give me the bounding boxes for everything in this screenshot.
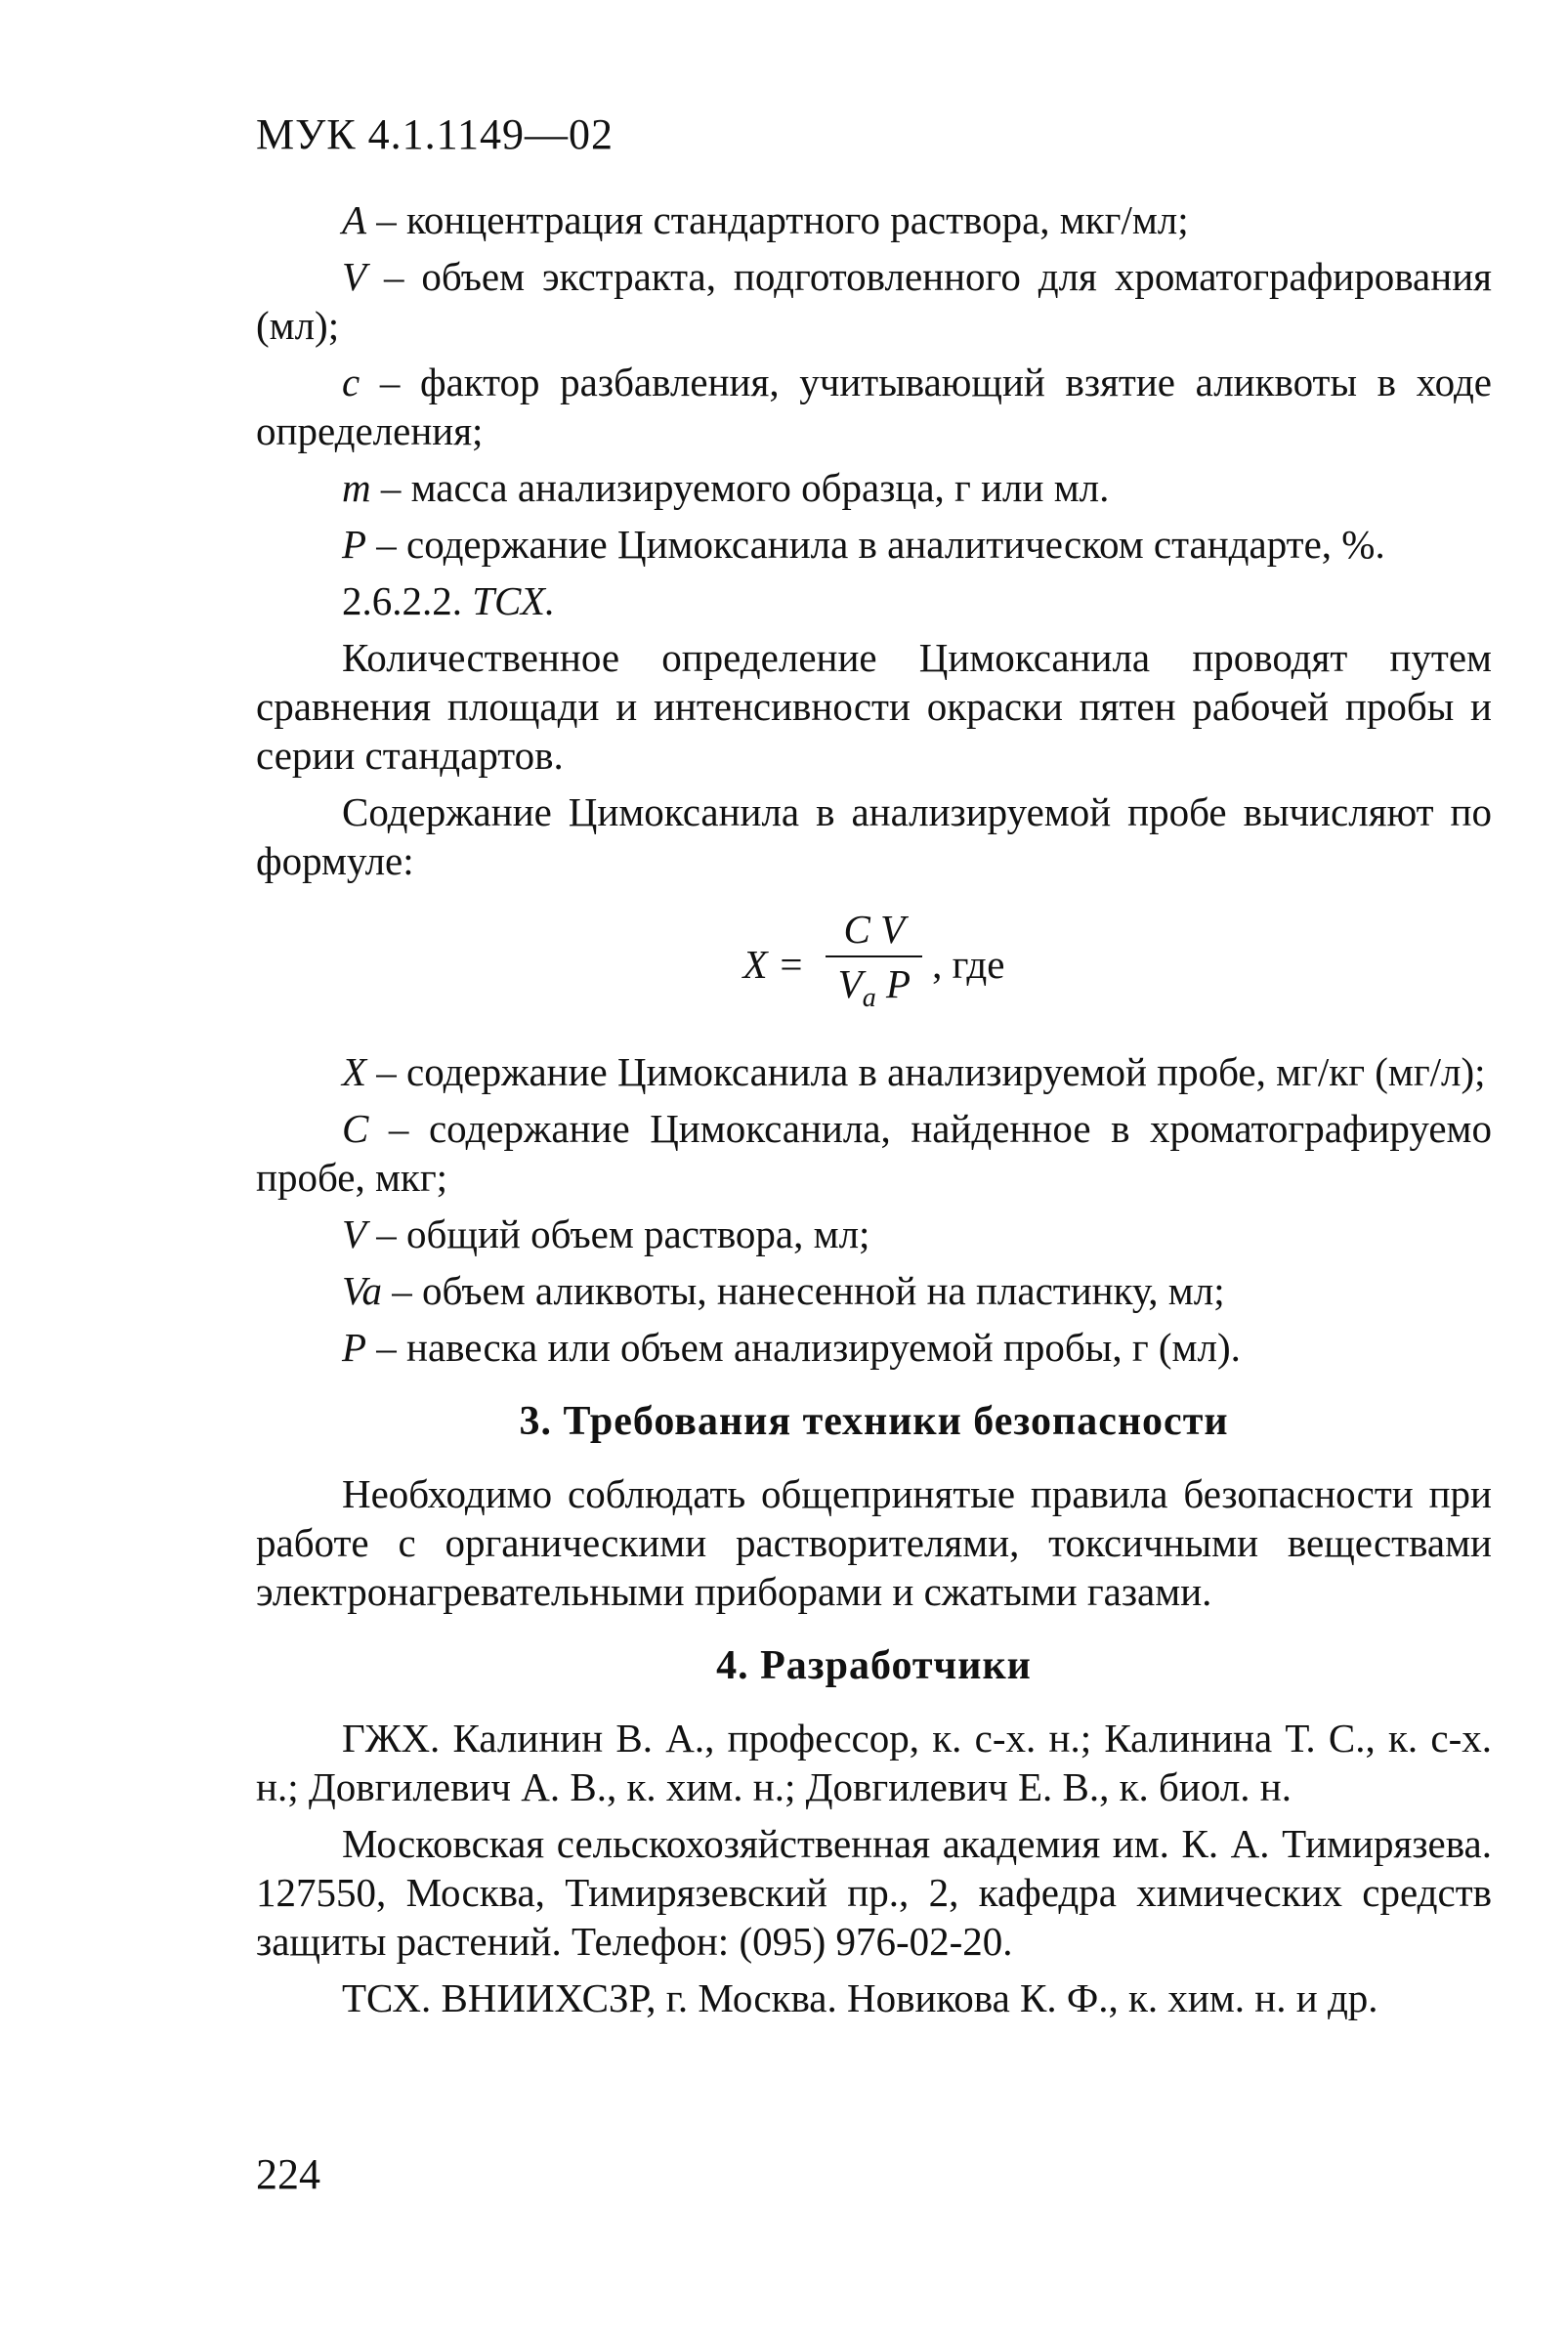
denominator-subscript: a: [862, 983, 876, 1014]
paragraph-safety: Необходимо соблюдать общепринятые правила безопасности при работе с органическими растворителями, токсичными веществами электронагревательными приборами и сжатыми газами.: [256, 1471, 1492, 1614]
definition-line: [256, 195, 1492, 244]
paragraph-developers-gc: ГЖХ. Калинин В. А., профессор, к. с-х. н.; Калинина Т. С., к. с-х. н.; Довгилевич А. В., к. хим. н.; Довгилевич Е. В., к. биол. н.: [256, 1716, 1492, 1809]
definition-line: [256, 358, 1492, 455]
definition-text: – навеска или объем анализируемой пробы, г (мл).: [366, 1325, 1241, 1370]
symbol: V: [342, 1211, 367, 1256]
definition-text: – содержание Цимоксанила в анализируемой пробе, мг/кг (мг/л);: [366, 1049, 1486, 1094]
formula-numerator: C V: [826, 905, 922, 957]
paragraph-method: Количественное определение Цимоксанила проводят путем сравнения площади и интенсивности окраски пятен рабочей пробы и серии стандартов.: [256, 635, 1492, 778]
subsection-name: ТСХ.: [472, 578, 556, 623]
symbol: c: [342, 360, 360, 404]
definition-line: [256, 1266, 1492, 1315]
variable-definitions-gc: [256, 195, 1492, 569]
paragraph-developers-tlc: ТСХ. ВНИИХСЗР, г. Москва. Новикова К. Ф., к. хим. н. и др.: [342, 1975, 1378, 2020]
definition-line: [256, 1323, 1492, 1372]
symbol: P: [342, 522, 367, 567]
variable-definitions-tlc: [256, 1047, 1492, 1372]
symbol: X: [342, 1049, 367, 1094]
symbol: V: [342, 254, 367, 299]
paragraph-formula-intro: Содержание Цимоксанила в анализируемой пробе вычисляют по формуле:: [256, 789, 1492, 883]
definition-text: – масса анализируемого образца, г или мл.: [370, 465, 1110, 510]
subsection-number: 2.6.2.2.: [342, 578, 473, 623]
formula: [256, 907, 1492, 1018]
formula-denominator: [838, 957, 911, 1023]
formula-fraction: [826, 905, 922, 1023]
definition-text: – содержание Цимоксанила в аналитическом стандарте, %.: [366, 522, 1385, 567]
definition-line: [256, 463, 1492, 512]
definition-text: – объем аликвоты, нанесенной на пластинку, мл;: [382, 1268, 1225, 1313]
formula-suffix: , где: [932, 942, 1005, 987]
document-code-header: МУК 4.1.1149—02: [256, 110, 614, 158]
definition-line: [256, 1047, 1492, 1096]
symbol: A: [342, 197, 367, 242]
symbol: P: [342, 1325, 367, 1370]
subsection-title: [256, 576, 1492, 625]
page-number: 224: [256, 2150, 320, 2198]
definition-line: [256, 1104, 1492, 1202]
definition-text: – концентрация стандартного раствора, мкг/мл;: [366, 197, 1189, 242]
section-heading-safety: 3. Требования техники безопасности: [519, 1399, 1229, 1444]
definition-line: [256, 520, 1492, 569]
definition-text: – общий объем раствора, мл;: [366, 1211, 870, 1256]
denominator-symbol: V: [837, 961, 863, 1007]
document-body: [256, 195, 1492, 2030]
symbol: m: [342, 465, 371, 510]
definition-text: – объем экстракта, подготовленного для хроматографирования (мл);: [256, 254, 1492, 348]
definition-text: – фактор разбавления, учитывающий взятие аликвоты в ходе определения;: [256, 360, 1492, 453]
symbol: C: [342, 1106, 369, 1151]
section-heading-developers: 4. Разработчики: [716, 1643, 1032, 1688]
definition-line: [256, 252, 1492, 350]
denominator-tail: P: [875, 961, 911, 1007]
paragraph-developers-academy: Московская сельскохозяйственная академия им. К. А. Тимирязева. 127550, Москва, Тимирязевский пр., 2, кафедра химических средств защиты растений. Телефон: (095) 976-02-20.: [256, 1821, 1492, 1964]
formula-lhs: X =: [742, 942, 805, 987]
definition-text: – содержание Цимоксанила, найденное в хроматографируемо пробе, мкг;: [256, 1106, 1492, 1200]
symbol: Va: [342, 1268, 382, 1313]
definition-line: [256, 1209, 1492, 1258]
